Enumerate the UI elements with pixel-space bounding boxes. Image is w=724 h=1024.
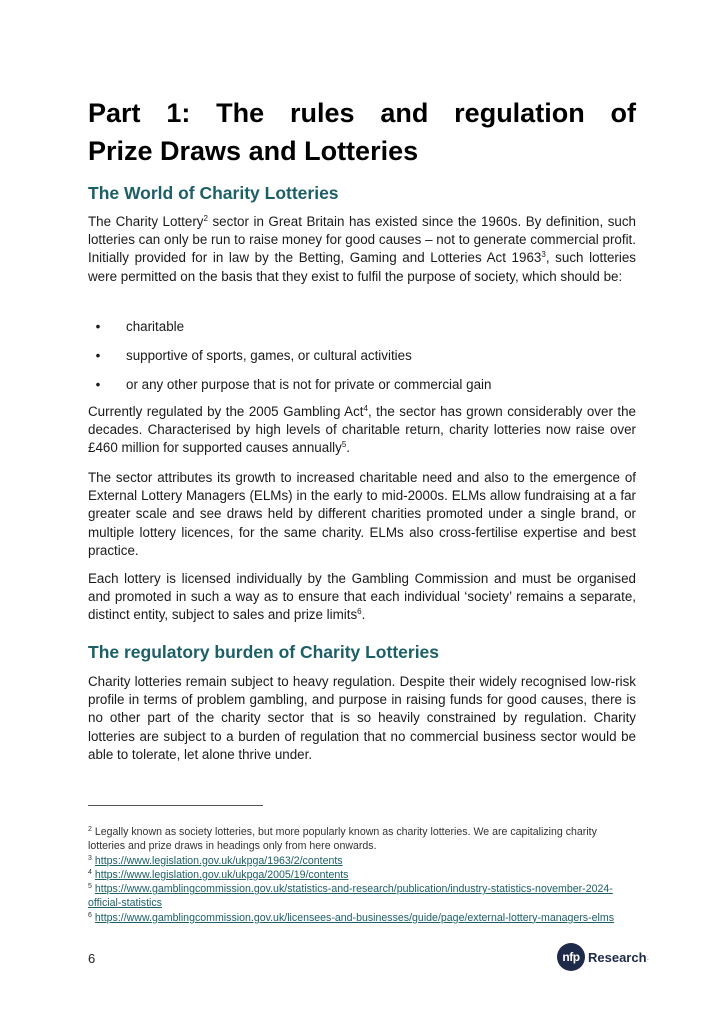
- list-item: • or any other purpose that is not for private or commercial gain: [88, 376, 636, 405]
- footnote-ref-3[interactable]: 3: [541, 250, 546, 260]
- paragraph-licensing: Each lottery is licensed individually by the Gambling Commission and must be organised and promoted in such a way as to ensure that each individual ‘society’ remains a separate, distinct entity, subject to sales and prize limits$^6$.: [88, 571, 636, 623]
- footnote-link-3[interactable]: https://www.legislation.gov.uk/ukpga/1963/2/contents: [94, 854, 343, 867]
- footnote-ref-2[interactable]: 2: [203, 214, 208, 223]
- bullet-icon: •: [95, 348, 101, 363]
- page-title: [88, 94, 636, 170]
- page-title-line2: Prize Draws and Lotteries: [88, 136, 419, 166]
- footnotes: [88, 825, 636, 925]
- paragraph-intro: The Charity Lottery$^2$ sector in Great Britain has existed since the 1960s. By definition, such lotteries can only be run to raise money for good causes – not to generate commercial profit. Initially provided for in law by the Betting, Gaming and Lotteries Act 1963$^3$, such lotteries were permitted on the basis that they exist to fulfil the purpose of society, which should be:: [88, 214, 636, 284]
- footnote-ref-6[interactable]: 6: [357, 607, 362, 617]
- footnote-5: $^5$ https://www.gamblingcommission.gov.uk/statistics-and-research/publication/industry-statistics-november-2024-official-statistics: [88, 883, 613, 910]
- bullet-icon: •: [95, 319, 101, 334]
- footnote-link-5[interactable]: https://www.gamblingcommission.gov.uk/statistics-and-research/publication/industry-statistics-november-2024-official-statistics: [88, 883, 613, 910]
- page-title-line1: Part 1: The rules and regulation of: [88, 98, 636, 128]
- footnote-ref-5[interactable]: 5: [341, 440, 347, 450]
- footnote-4: $^4$ https://www.legislation.gov.uk/ukpga/2005/19/contents: [88, 868, 349, 881]
- footnote-6: $^6$ https://www.gamblingcommission.gov.uk/licensees-and-businesses/guide/page/external-lottery-managers-elms: [88, 911, 614, 924]
- section-heading-world: The World of Charity Lotteries: [88, 183, 339, 203]
- nfp-research-logo: [557, 942, 649, 972]
- list-item: • charitable: [88, 318, 636, 347]
- logo-text: Research: [588, 949, 647, 965]
- purpose-list: [88, 318, 636, 405]
- nfp-logo-icon: nfp: [557, 943, 585, 971]
- footnote-3: $^3$ https://www.legislation.gov.uk/ukpga/1963/2/contents: [88, 854, 343, 867]
- logo-dot: .: [646, 951, 650, 963]
- footnote-link-4[interactable]: https://www.legislation.gov.uk/ukpga/2005/19/contents: [94, 868, 349, 881]
- footnote-ref-4[interactable]: 4: [363, 404, 368, 413]
- footnote-divider: [88, 805, 263, 806]
- section-heading-burden: The regulatory burden of Charity Lotteries: [88, 642, 440, 662]
- list-item: • supportive of sports, games, or cultural activities: [88, 347, 636, 376]
- paragraph-growth: The sector attributes its growth to increased charitable need and also to the emergence of External Lottery Managers (ELMs) in the early to mid-2000s. ELMs allow fundraising at a far greater scale and see draws held by different charities promoted under a single brand, or multiple lottery licences, for the same charity. ELMs also cross-fertilise expertise and best practice.: [88, 470, 636, 558]
- paragraph-regulation: Currently regulated by the 2005 Gambling Act$^4$, the sector has grown considerably over the decades. Characterised by high levels of charitable return, charity lotteries now raise over £460 million for supported causes annually$^5$.: [88, 404, 636, 456]
- page-number: 6: [88, 951, 96, 966]
- paragraph-burden: Charity lotteries remain subject to heavy regulation. Despite their widely recognised low-risk profile in terms of problem gambling, and purpose in raising funds for good causes, there is no other part of the charity sector that is so heavily constrained by regulation. Charity lotteries are subject to a burden of regulation that no commercial business sector would be able to tolerate, let alone thrive under.: [88, 674, 636, 762]
- footnote-2: $^2$ Legally known as society lotteries, but more popularly known as charity lotteries. We are capitalizing charity lotteries and prize draws in headings only from here onwards.: [88, 826, 597, 853]
- bullet-icon: •: [95, 377, 101, 392]
- footnote-link-6[interactable]: https://www.gamblingcommission.gov.uk/licensees-and-businesses/guide/page/external-lottery-managers-elms: [94, 911, 614, 924]
